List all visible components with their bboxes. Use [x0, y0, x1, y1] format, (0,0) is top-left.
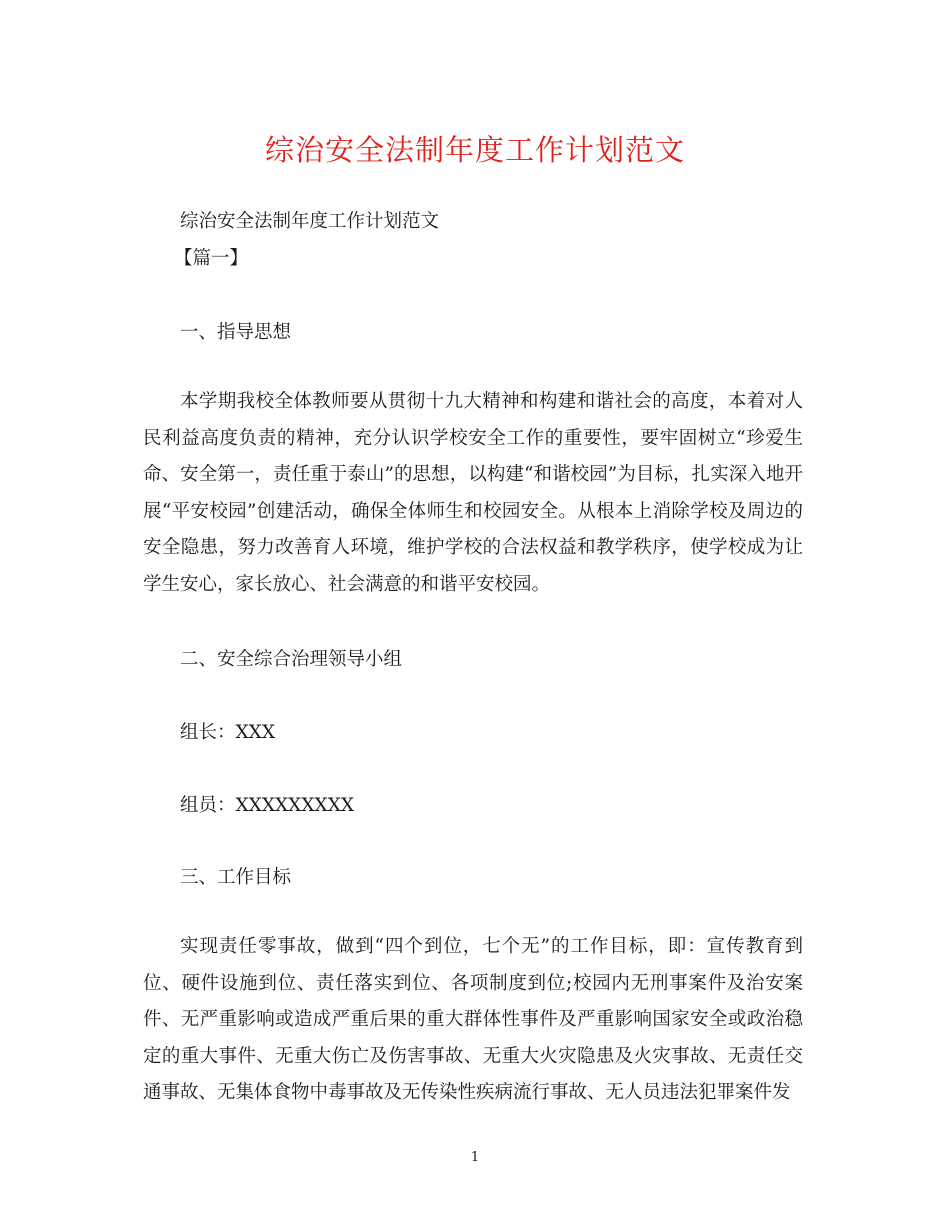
section3-body: 实现责任零事故，做到“四个到位，七个无”的工作目标，即：宣传教育到位、硬件设施到位、责任落实到位、各项制度到位;校园内无刑事案件及治安案件、无严重影响或造成严重后果的重大群体性事件及严重影响国家安全或政治稳定的重大事件、无重大伤亡及伤害事故、无重大火灾隐患及火灾事故、无责任交通事故、无集体食物中毒事故及无传染性疾病流行事故、无人员违法犯罪案件发 [143, 936, 803, 1103]
section1-body: 本学期我校全体教师要从贯彻十九大精神和构建和谐社会的高度，本着对人民利益高度负责的精神，充分认识学校安全工作的重要性，要牢固树立“珍爱生命、安全第一，责任重于泰山”的思想，以构建“和谐校园”为目标，扎实深入地开展“平安校园”创建活动，确保全体师生和校园安全。从根本上消除学校及周边的安全隐患，努力改善育人环境，维护学校的合法权益和教学秩序，使学校成为让学生安心，家长放心、社会满意的和谐平安校园。 [143, 391, 803, 595]
members-line: 组员：XXXXXXXXX [180, 795, 355, 816]
leader-line: 组长：XXX [180, 722, 276, 743]
section1-heading: 一、指导思想 [180, 322, 292, 343]
document-subtitle: 综治安全法制年度工作计划范文 [180, 211, 440, 232]
section2-heading: 二、安全综合治理领导小组 [180, 649, 403, 670]
document-title: 综治安全法制年度工作计划范文 [264, 133, 685, 167]
page-number: 1 [470, 1150, 480, 1165]
section3-heading: 三、工作目标 [180, 867, 292, 888]
part-label: 【篇一】 [174, 248, 249, 269]
